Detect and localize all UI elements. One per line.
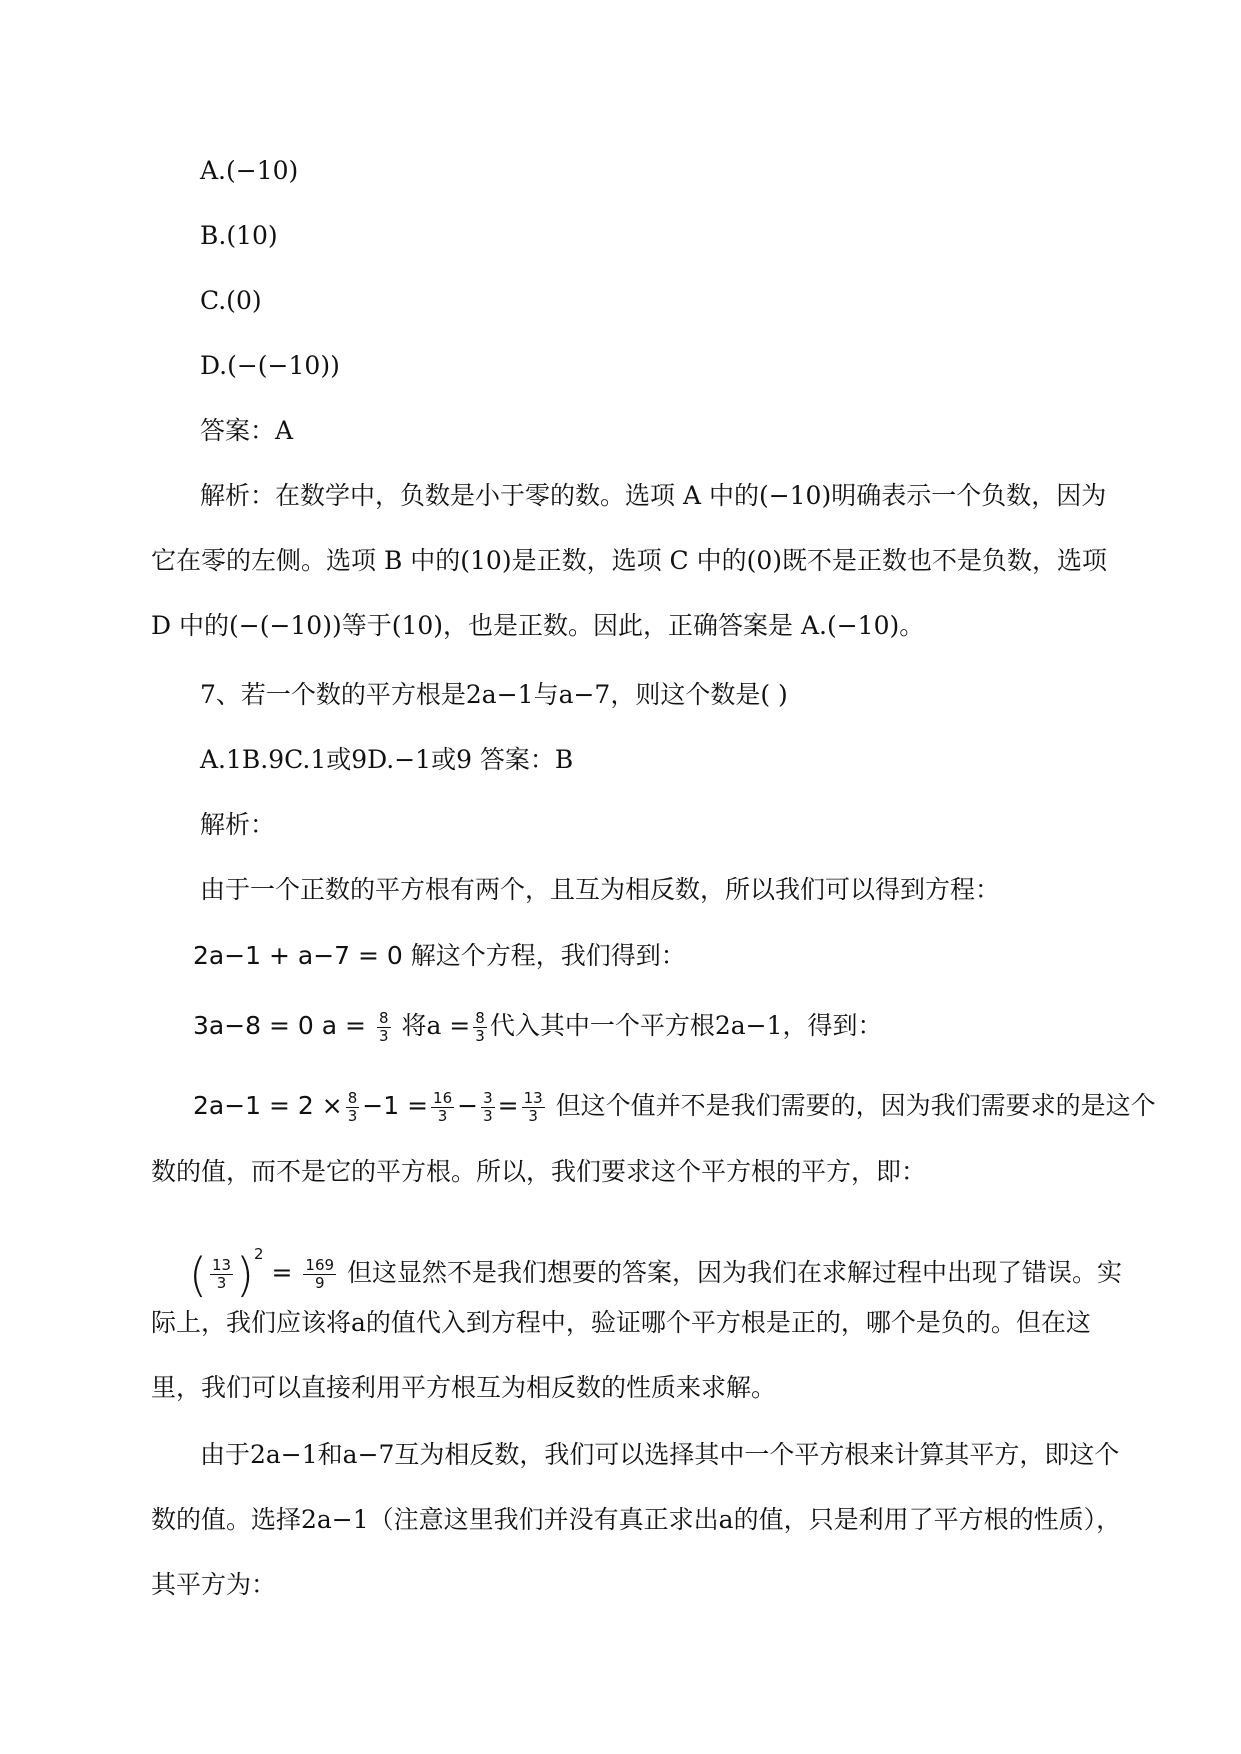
fraction-8-over-3: $\frac{8}{3}$ <box>378 1009 389 1045</box>
analysis-line-1: 解析：在数学中，负数是小于零的数。选项 A 中的(−10)明确表示一个负数，因为 <box>200 481 1107 510</box>
option-c: C.(0) <box>200 286 262 315</box>
q7-paragraph-1: 由于一个正数的平方根有两个，且互为相反数，所以我们可以得到方程： <box>200 875 1001 904</box>
equation-3-line <box>193 1089 1156 1125</box>
equation-3-left: 2a−1 = 2 × <box>193 1091 343 1120</box>
fraction-13-over-3-b: $\frac{13}{3}$ <box>211 1256 232 1292</box>
equation-2-line <box>193 1009 882 1045</box>
q7-paragraph-2: 数的值，而不是它的平方根。所以，我们要求这个平方根的平方，即： <box>151 1157 927 1186</box>
analysis-line-3: D 中的(−(−10))等于(10)，也是正数。因此，正确答案是 A.(−10)。 <box>151 611 925 640</box>
q7-paragraph-6: 数的值。选择2a−1（注意这里我们并没有真正求出a的值，只是利用了平方根的性质）， <box>151 1505 1122 1534</box>
option-d: D.(−(−10)) <box>200 351 340 380</box>
equation-2-left: 3a−8 = 0 a = <box>193 1011 366 1040</box>
equation-2-mid: 将a = <box>401 1011 471 1040</box>
equation-3-equals: = <box>497 1091 519 1120</box>
q7-paragraph-4: 里，我们可以直接利用平方根互为相反数的性质来求解。 <box>151 1373 777 1402</box>
option-b: B.(10) <box>200 221 278 250</box>
equation-2-text: 代入其中一个平方根2a−1，得到： <box>489 1011 883 1040</box>
fraction-13-over-3: $\frac{13}{3}$ <box>523 1089 543 1125</box>
q7-analysis-label: 解析： <box>200 810 276 839</box>
equation-3-minus: − <box>457 1091 479 1120</box>
question-7: 7、若一个数的平方根是2a−1与a−7，则这个数是( ) <box>200 680 788 709</box>
equation-1-line <box>193 939 686 973</box>
option-a: A.(−10) <box>200 156 299 185</box>
fraction-8-over-3-c: $\frac{8}{3}$ <box>347 1089 358 1125</box>
exponent-2: 2 <box>254 1245 264 1263</box>
fraction-169-over-9: $\frac{169}{9}$ <box>305 1256 335 1292</box>
equation-4-equals: = <box>271 1258 293 1287</box>
left-paren: ( <box>189 1247 207 1302</box>
fraction-3-over-3: $\frac{3}{3}$ <box>483 1089 493 1125</box>
q7-options-answer: A.1B.9C.1或9D.−1或9 答案：B <box>200 745 574 774</box>
equation-3-text: 但这个值并不是我们需要的，因为我们需要求的是这个 <box>555 1091 1156 1120</box>
fraction-8-over-3-b: $\frac{8}{3}$ <box>475 1009 485 1045</box>
equation-4-text: 但这显然不是我们想要的答案，因为我们在求解过程中出现了错误。实 <box>347 1258 1123 1287</box>
analysis-line-2: 它在零的左侧。选项 B 中的(10)是正数，选项 C 中的(0)既不是正数也不是负数，选项 <box>151 546 1108 575</box>
equation-1: 2a−1 + a−7 = 0 <box>193 941 403 970</box>
equation-4-line <box>189 1237 1123 1302</box>
fraction-16-over-3: $\frac{16}{3}$ <box>433 1089 453 1125</box>
right-paren: ) <box>236 1247 254 1302</box>
equation-1-text: 解这个方程，我们得到： <box>410 941 686 970</box>
q7-paragraph-7: 其平方为： <box>151 1570 277 1599</box>
q7-paragraph-3: 际上，我们应该将a的值代入到方程中，验证哪个平方根是正的，哪个是负的。但在这 <box>151 1308 1091 1337</box>
equation-3-minus-one: −1 = <box>362 1091 429 1120</box>
q7-paragraph-5: 由于2a−1和a−7互为相反数，我们可以选择其中一个平方根来计算其平方，即这个 <box>200 1440 1120 1469</box>
answer-line: 答案：A <box>200 416 294 445</box>
